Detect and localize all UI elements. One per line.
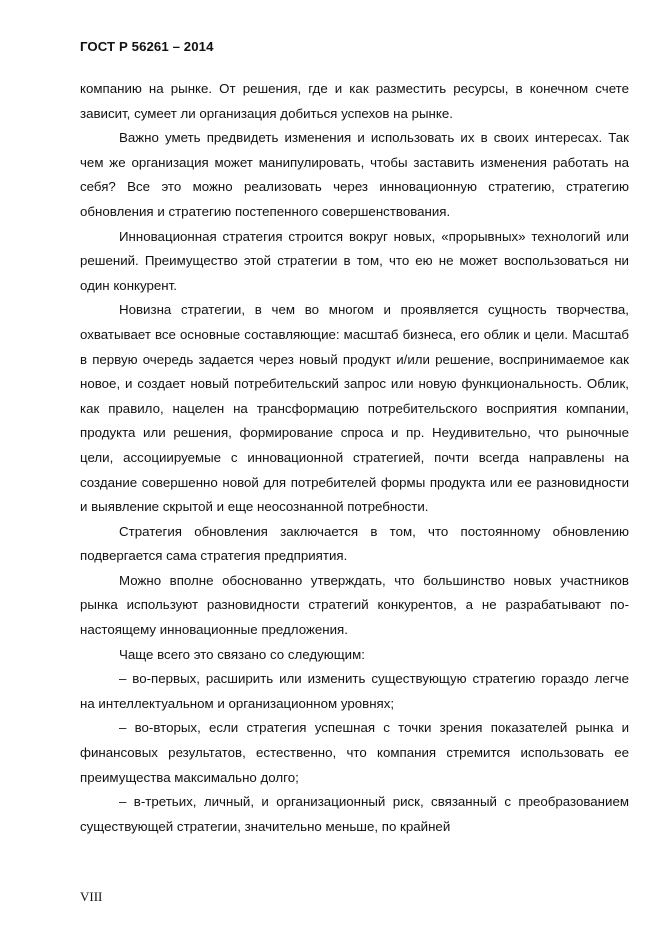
paragraph-6: Можно вполне обоснованно утверждать, что большинство новых участников рынка используют разновидности стратегий конкурентов, а не разрабатывают по-настоящему инновационные предложения. bbox=[80, 572, 629, 638]
paragraph-7: Чаще всего это связано со следующим: bbox=[119, 646, 365, 662]
document-body bbox=[80, 77, 629, 839]
paragraph-5: Стратегия обновления заключается в том, что постоянному обновлению подвергается сама стратегия предприятия. bbox=[80, 523, 629, 564]
paragraph-3: Инновационная стратегия строится вокруг новых, «прорывных» технологий или решений. Преимущество этой стратегии в том, что ею не может воспользоваться ни один конкурент. bbox=[80, 228, 629, 293]
page-number: VIII bbox=[80, 889, 103, 904]
list-item-3: – в-третьих, личный, и организационный риск, связанный с преобразованием существующей стратегии, значительно меньше, по крайней bbox=[80, 794, 629, 834]
list-item-1: – во-первых, расширить или изменить существующую стратегию гораздо легче на интеллектуальном и организационном уровнях; bbox=[80, 671, 629, 711]
document-header: ГОСТ Р 56261 – 2014 bbox=[80, 39, 214, 54]
paragraph-4: Новизна стратегии, в чем во многом и проявляется сущность творчества, охватывает все основные составляющие: масштаб бизнеса, его облик и цели. Масштаб в первую очередь задается через новый продукт и/или решение, воспринимаемое как новое, и создает новый потребительский запрос или новую функциональность. Облик, как правило, нацелен на трансформацию потребительского восприятия компании, продукта или решения, формирование спроса и пр. Неудивительно, что рыночные цели, ассоциируемые с инновационной стратегией, почти всегда направлены на создание совершенно новой для потребителей формы продукта или ее разновидности и выявление скрытой и еще неосознанной потребности. bbox=[80, 302, 629, 515]
paragraph-2: Важно уметь предвидеть изменения и использовать их в своих интересах. Так чем же организация может манипулировать, чтобы заставить изменения работать на себя? Все это можно реализовать через инновационную стратегию, стратегию обновления и стратегию постепенного совершенствования. bbox=[80, 130, 629, 219]
list-item-2: – во-вторых, если стратегия успешная с точки зрения показателей рынка и финансовых результатов, естественно, что компания стремится использовать ее преимущества максимально долго; bbox=[80, 720, 629, 785]
paragraph-1: компанию на рынке. От решения, где и как разместить ресурсы, в конечном счете зависит, сумеет ли организация добиться успехов на рынке. bbox=[80, 81, 629, 121]
